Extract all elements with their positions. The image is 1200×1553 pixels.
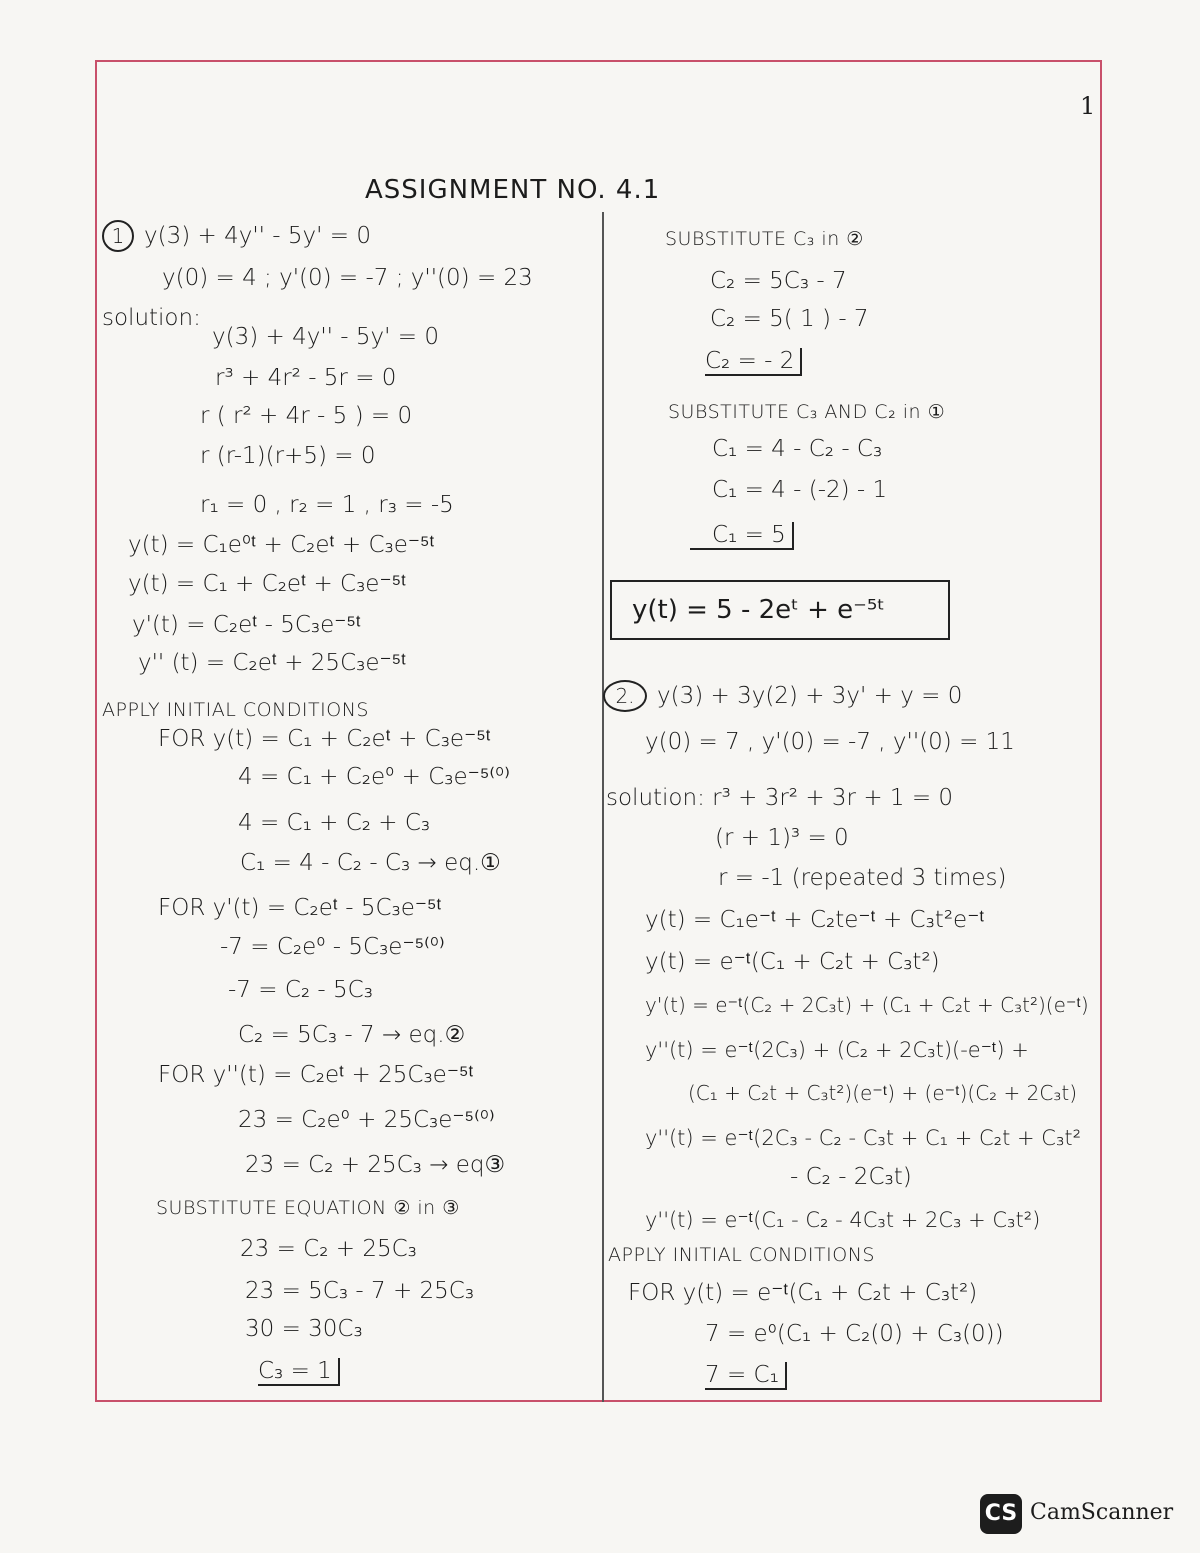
page-title: ASSIGNMENT NO. 4.1: [365, 175, 661, 205]
equation-line: y(3) + 4y'' - 5y' = 0: [212, 324, 439, 350]
equation-line: y(3) + 4y'' - 5y' = 0: [144, 223, 371, 249]
equation-line: FOR y(t) = e⁻ᵗ(C₁ + C₂t + C₃t²): [628, 1280, 978, 1306]
equation-line: y'(t) = C₂eᵗ - 5C₃e⁻⁵ᵗ: [132, 612, 361, 638]
problem-1-header: [102, 220, 371, 252]
equation-line: y(t) = C₁e⁰ᵗ + C₂eᵗ + C₃e⁻⁵ᵗ: [128, 532, 435, 558]
section-heading: SUBSTITUTE C₃ in ②: [665, 228, 864, 250]
equation-line: 23 = C₂ + 25C₃ → eq③: [245, 1152, 506, 1178]
problem-number: 2.: [603, 680, 647, 712]
equation-line: r³ + 4r² - 5r = 0: [215, 365, 397, 391]
camscanner-logo: CS: [980, 1494, 1022, 1534]
equation-line: y(t) = C₁ + C₂eᵗ + C₃e⁻⁵ᵗ: [128, 571, 407, 597]
equation-line: solution: r³ + 3r² + 3r + 1 = 0: [606, 785, 954, 811]
boxed-result: C₃ = 1: [258, 1358, 340, 1386]
result-c1-problem2: [705, 1360, 787, 1390]
equation-line: 30 = 30C₃: [245, 1316, 363, 1342]
camscanner-text: CamScanner: [1030, 1500, 1174, 1525]
problem-2-header: [603, 680, 962, 712]
equation-line: FOR y''(t) = C₂eᵗ + 25C₃e⁻⁵ᵗ: [158, 1062, 474, 1088]
equation-line: 23 = 5C₃ - 7 + 25C₃: [245, 1278, 475, 1304]
equation-line: C₂ = 5C₃ - 7: [710, 268, 847, 294]
final-answer-box: y(t) = 5 - 2eᵗ + e⁻⁵ᵗ: [610, 580, 950, 640]
equation-line: 4 = C₁ + C₂ + C₃: [238, 810, 431, 836]
equation-line: 23 = C₂e⁰ + 25C₃e⁻⁵⁽⁰⁾: [238, 1107, 495, 1133]
equation-line: r ( r² + 4r - 5 ) = 0: [200, 403, 413, 429]
equation-line: y(0) = 7 , y'(0) = -7 , y''(0) = 11: [645, 729, 1015, 755]
equation-line: FOR y'(t) = C₂eᵗ - 5C₃e⁻⁵ᵗ: [158, 895, 442, 921]
section-heading: APPLY INITIAL CONDITIONS: [102, 699, 369, 721]
equation-line: C₂ = 5( 1 ) - 7: [710, 306, 869, 332]
equation-line: (r + 1)³ = 0: [715, 825, 849, 851]
equation-line: FOR y(t) = C₁ + C₂eᵗ + C₃e⁻⁵ᵗ: [158, 726, 491, 752]
equation-line: C₂ = 5C₃ - 7 → eq.②: [238, 1022, 466, 1048]
equation-line: r = -1 (repeated 3 times): [718, 865, 1007, 891]
equation-line: y(0) = 4 ; y'(0) = -7 ; y''(0) = 23: [162, 265, 533, 291]
equation-line: 7 = e⁰(C₁ + C₂(0) + C₃(0)): [705, 1321, 1004, 1347]
section-heading: APPLY INITIAL CONDITIONS: [608, 1244, 875, 1266]
equation-line: (C₁ + C₂t + C₃t²)(e⁻ᵗ) + (e⁻ᵗ)(C₂ + 2C₃t): [688, 1081, 1078, 1105]
equation-line: - C₂ - 2C₃t): [790, 1164, 912, 1190]
equation-line: 23 = C₂ + 25C₃: [240, 1236, 417, 1262]
equation-line: y''(t) = e⁻ᵗ(2C₃) + (C₂ + 2C₃t)(-e⁻ᵗ) +: [645, 1038, 1029, 1062]
equation-line: -7 = C₂ - 5C₃: [228, 977, 373, 1003]
equation-line: C₁ = 4 - C₂ - C₃: [712, 436, 883, 462]
boxed-result: C₂ = - 2: [705, 348, 802, 376]
result-c1: [690, 520, 794, 550]
equation-line: y'' (t) = C₂eᵗ + 25C₃e⁻⁵ᵗ: [138, 650, 407, 676]
equation-line: y(3) + 3y(2) + 3y' + y = 0: [657, 683, 963, 709]
equation-line: y'(t) = e⁻ᵗ(C₂ + 2C₃t) + (C₁ + C₂t + C₃t²)(e⁻ᵗ): [645, 993, 1089, 1017]
result-c3: [258, 1356, 340, 1386]
problem-number: 1: [102, 220, 134, 252]
equation-line: y(t) = C₁e⁻ᵗ + C₂te⁻ᵗ + C₃t²e⁻ᵗ: [645, 907, 985, 933]
equation-line: 4 = C₁ + C₂e⁰ + C₃e⁻⁵⁽⁰⁾: [238, 764, 510, 790]
equation-line: r (r-1)(r+5) = 0: [200, 443, 376, 469]
equation-line: y''(t) = e⁻ᵗ(2C₃ - C₂ - C₃t + C₁ + C₂t + C₃t²: [645, 1126, 1082, 1150]
equation-line: r₁ = 0 , r₂ = 1 , r₃ = -5: [200, 492, 454, 518]
equation-line: y(t) = e⁻ᵗ(C₁ + C₂t + C₃t²): [645, 949, 940, 975]
solution-label: solution:: [102, 305, 201, 331]
page-number: 1: [1080, 92, 1096, 120]
equation-line: y''(t) = e⁻ᵗ(C₁ - C₂ - 4C₃t + 2C₃ + C₃t²): [645, 1208, 1041, 1232]
boxed-result: C₁ = 5: [690, 522, 794, 550]
equation-line: -7 = C₂e⁰ - 5C₃e⁻⁵⁽⁰⁾: [220, 934, 445, 960]
boxed-result: 7 = C₁: [705, 1362, 787, 1390]
column-divider: [602, 212, 604, 1402]
section-heading: SUBSTITUTE C₃ AND C₂ in ①: [668, 401, 946, 423]
equation-line: C₁ = 4 - (-2) - 1: [712, 477, 888, 503]
equation-line: C₁ = 4 - C₂ - C₃ → eq.①: [240, 850, 501, 876]
section-heading: SUBSTITUTE EQUATION ② in ③: [156, 1197, 460, 1219]
result-c2: [705, 346, 802, 376]
